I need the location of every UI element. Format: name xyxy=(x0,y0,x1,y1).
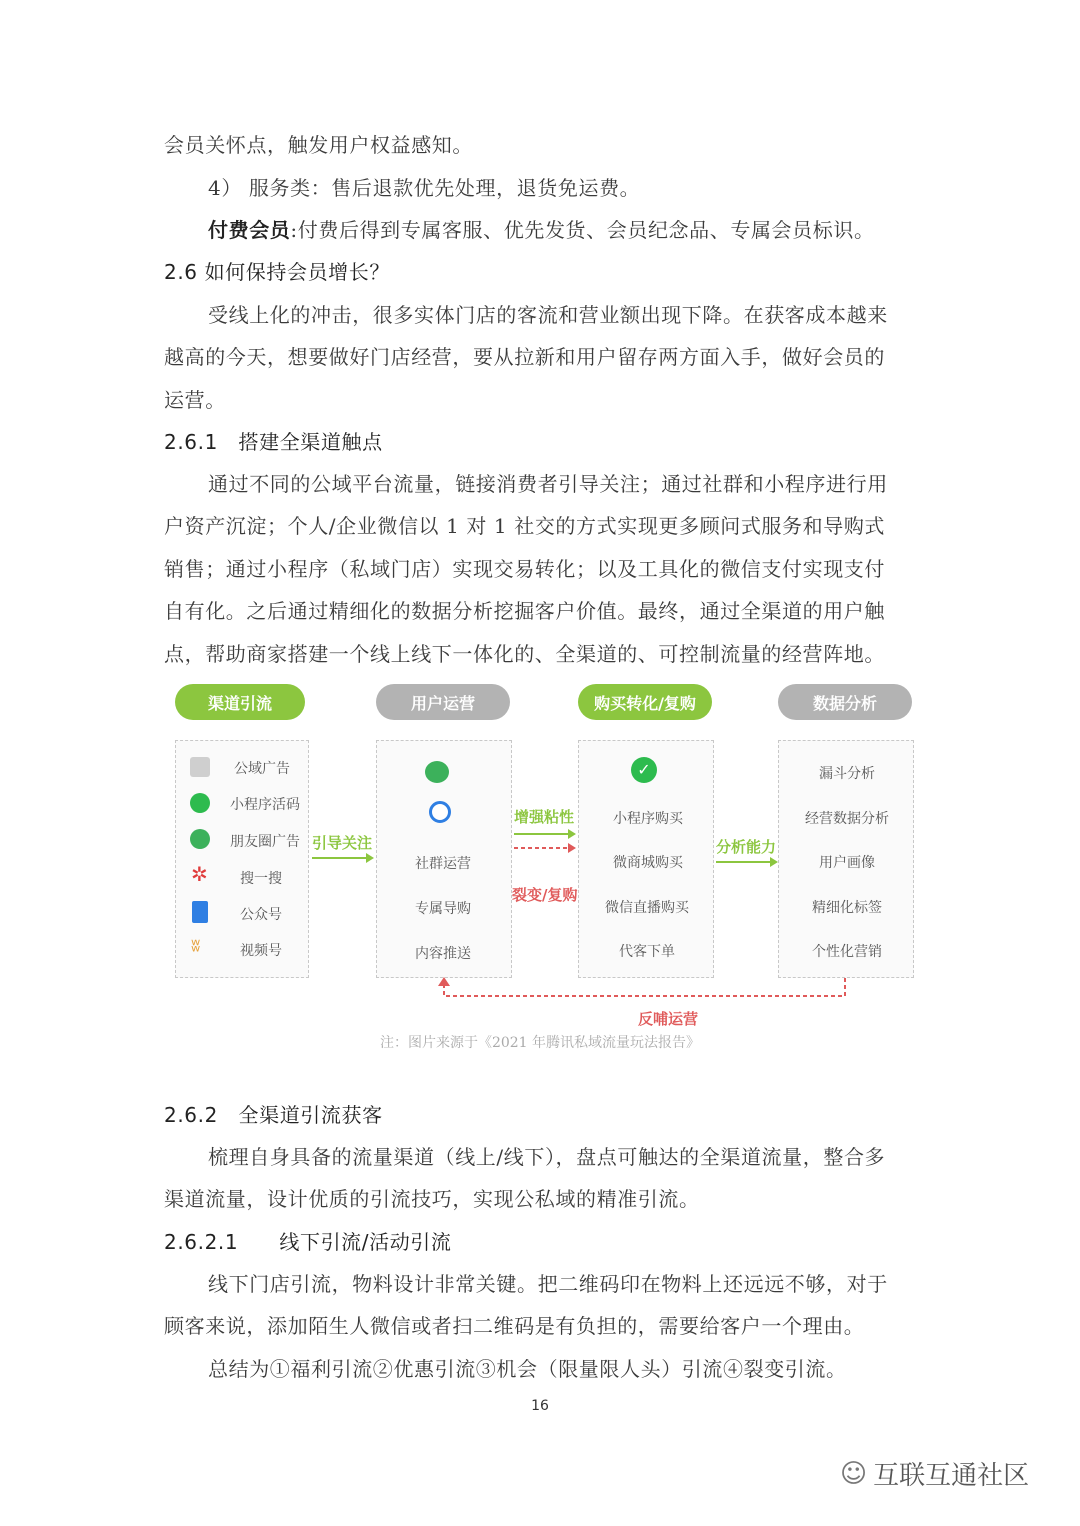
analysis-item: 精细化标签 xyxy=(812,900,882,916)
wechat-watermark-icon: ☺ xyxy=(840,1458,868,1489)
section-heading-2-6-2: 2.6.2 全渠道引流获客 xyxy=(164,1103,383,1127)
arrow-label-analysis: 分析能力 xyxy=(716,838,777,856)
search-icon: ✲ xyxy=(191,862,208,886)
section-heading-2-6-2-1: 2.6.2.1 线下引流/活动引流 xyxy=(164,1230,452,1254)
channel-item: 朋友圈广告 xyxy=(230,834,300,850)
watermark-text: 互联互通社区 xyxy=(873,1461,1030,1491)
arrow-label-guide-follow: 引导关注 xyxy=(312,834,373,852)
moments-icon xyxy=(190,829,210,849)
channel-item: 搜一搜 xyxy=(240,871,282,887)
ops-item: 专属导购 xyxy=(415,901,471,917)
text-line: 受线上化的冲击，很多实体门店的客流和营业额出现下降。在获客成本越来 xyxy=(208,303,888,327)
text-line: 销售；通过小程序（私域门店）实现交易转化；以及工具化的微信支付实现支付 xyxy=(164,557,885,581)
box-analysis xyxy=(778,740,914,978)
paid-member-label: 付费会员 xyxy=(208,218,291,242)
text-line: 点，帮助商家搭建一个线上线下一体化的、全渠道的、可控制流量的经营阵地。 xyxy=(164,642,885,666)
analysis-item: 个性化营销 xyxy=(812,944,882,960)
wechat-pay-icon: ✓ xyxy=(631,757,657,783)
purchase-item: 微商城购买 xyxy=(613,855,683,871)
official-account-icon xyxy=(192,901,208,923)
arrow-label-stickiness: 增强粘性 xyxy=(514,808,575,826)
video-channel-icon: ʬ xyxy=(191,935,201,956)
arrow-guide-follow xyxy=(310,852,376,864)
text-line: 总结为①福利引流②优惠引流③机会（限量限人头）引流④裂变引流。 xyxy=(208,1357,847,1381)
text-line: 越高的今天，想要做好门店经营，要从拉新和用户留存两方面入手，做好会员的 xyxy=(164,345,885,369)
text-line: 户资产沉淀；个人/企业微信以 1 对 1 社交的方式实现更多顾问式服务和导购式 xyxy=(164,514,886,538)
channel-item: 公域广告 xyxy=(234,761,290,777)
text-line: 梳理自身具备的流量渠道（线上/线下），盘点可触达的全渠道流量，整合多 xyxy=(208,1145,886,1169)
mini-program-icon xyxy=(190,793,210,813)
section-heading-2-6: 2.6 如何保持会员增长？ xyxy=(164,260,390,284)
text-line: 自有化。之后通过精细化的数据分析挖掘客户价值。最终，通过全渠道的用户触 xyxy=(164,599,885,623)
purchase-item: 微信直播购买 xyxy=(605,900,689,916)
ops-item: 内容推送 xyxy=(415,946,471,962)
text-line: 4） 服务类：售后退款优先处理，退货免运费。 xyxy=(208,176,641,200)
paid-member-text: :付费后得到专属客服、优先发货、会员纪念品、专属会员标识。 xyxy=(290,218,875,242)
channel-item: 公众号 xyxy=(240,907,282,923)
page-number: 16 xyxy=(531,1398,549,1414)
wechat-icon xyxy=(425,761,449,783)
purchase-item: 小程序购买 xyxy=(613,811,683,827)
arrow-label-fission: 裂变/复购 xyxy=(512,886,578,904)
paid-member-line xyxy=(208,216,875,244)
analysis-item: 经营数据分析 xyxy=(805,811,889,827)
pill-data-analysis: 数据分析 xyxy=(778,684,912,720)
text-line: 渠道流量，设计优质的引流技巧，实现公私域的精准引流。 xyxy=(164,1187,700,1211)
arrow-fission xyxy=(512,842,578,854)
channel-item: 小程序活码 xyxy=(230,797,300,813)
text-line: 会员关怀点，触发用户权益感知。 xyxy=(164,133,473,157)
watermark xyxy=(840,1455,1029,1492)
text-line: 运营。 xyxy=(164,388,226,412)
feedback-loop-arrow xyxy=(420,976,860,1006)
channel-flow-diagram xyxy=(170,682,915,1028)
channel-item: 视频号 xyxy=(240,943,282,959)
pill-user-ops: 用户运营 xyxy=(376,684,510,720)
box-user-ops xyxy=(376,740,512,978)
purchase-item: 代客下单 xyxy=(619,944,675,960)
figure-caption: 注：图片来源于《2021 年腾讯私域流量玩法报告》 xyxy=(379,1035,701,1051)
pill-purchase: 购买转化/复购 xyxy=(578,684,712,720)
section-heading-2-6-1: 2.6.1 搭建全渠道触点 xyxy=(164,430,383,454)
pill-channel-traffic: 渠道引流 xyxy=(175,684,305,720)
feedback-label: 反哺运营 xyxy=(638,1010,699,1028)
box-channels xyxy=(175,740,309,978)
ops-item: 社群运营 xyxy=(415,856,471,872)
work-wechat-icon xyxy=(429,801,451,823)
text-line: 顾客来说，添加陌生人微信或者扫二维码是有负担的，需要给客户一个理由。 xyxy=(164,1314,865,1338)
analysis-item: 用户画像 xyxy=(819,855,875,871)
arrow-analysis xyxy=(714,856,780,868)
analysis-item: 漏斗分析 xyxy=(819,766,875,782)
text-line: 线下门店引流，物料设计非常关键。把二维码印在物料上还远远不够，对于 xyxy=(208,1272,888,1296)
box-purchase xyxy=(578,740,714,978)
text-line: 通过不同的公域平台流量，链接消费者引导关注；通过社群和小程序进行用 xyxy=(208,472,888,496)
speaker-icon xyxy=(190,757,210,777)
arrow-stickiness xyxy=(512,828,578,840)
